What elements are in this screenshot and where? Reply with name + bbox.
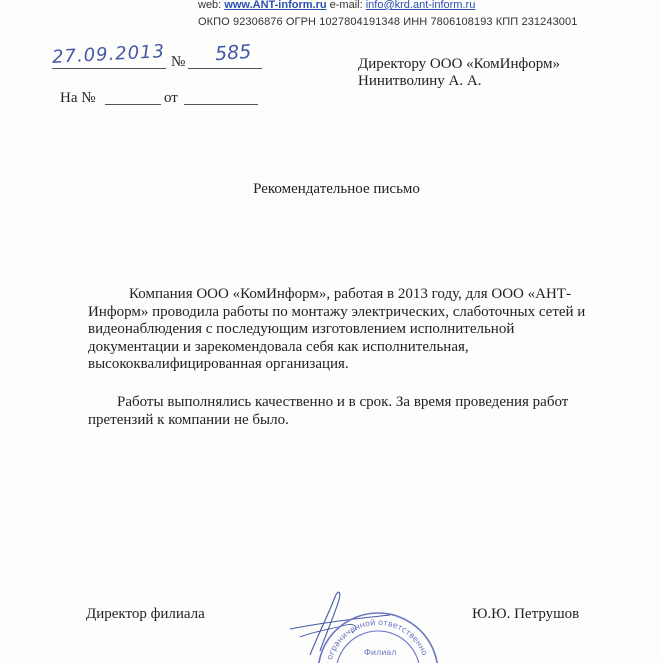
signatory-role: Директор филиала <box>86 606 205 622</box>
from-label: от <box>164 90 178 106</box>
in-reply-blank <box>105 104 161 105</box>
in-reply-label: На № <box>60 90 96 106</box>
number-underline <box>188 67 262 69</box>
web-label: web: <box>198 0 222 11</box>
date-underline <box>52 67 166 69</box>
email-label: e-mail: <box>329 0 363 11</box>
letter-title-text: Рекомендательное письмо <box>253 181 420 197</box>
signatory-name: Ю.Ю. Петрушов <box>472 606 580 622</box>
handwritten-date: 27.09.2013 <box>51 41 166 68</box>
addressee-line-1: Директору ООО «КомИнформ» <box>358 56 560 72</box>
letter-title <box>0 181 659 198</box>
body-paragraph-2: Работы выполнялись качественно и в срок. За время проведения работ претензий к компании не было. <box>88 394 569 428</box>
handwritten-number: 585 <box>214 40 252 66</box>
website-link[interactable]: www.ANT-inform.ru <box>224 0 327 11</box>
addressee-line-2: Нинитволину А. А. <box>358 73 482 89</box>
header-contacts <box>198 0 475 11</box>
company-stamp-icon <box>300 603 450 663</box>
from-date-blank <box>184 104 258 105</box>
number-sign: № <box>171 54 186 70</box>
email-link[interactable]: info@krd.ant-inform.ru <box>365 0 476 11</box>
stamp-center-text: Филиал <box>364 648 397 657</box>
body-paragraph-1: Компания ООО «КомИнформ», работая в 2013 году, для ООО «АНТ-Информ» проводила работы по монтажу электрических, слаботочных сетей и видеонаблюдения с последующим изготовлением исполнительной документации и зарекомендовала себя как исполнительная, высококвалифицированная организация. <box>88 286 586 372</box>
stamp-ring-text: ограниченной ответственно <box>325 617 430 661</box>
registration-codes: ОКПО 92306876 ОГРН 1027804191348 ИНН 7806108193 КПП 231243001 <box>198 16 578 28</box>
